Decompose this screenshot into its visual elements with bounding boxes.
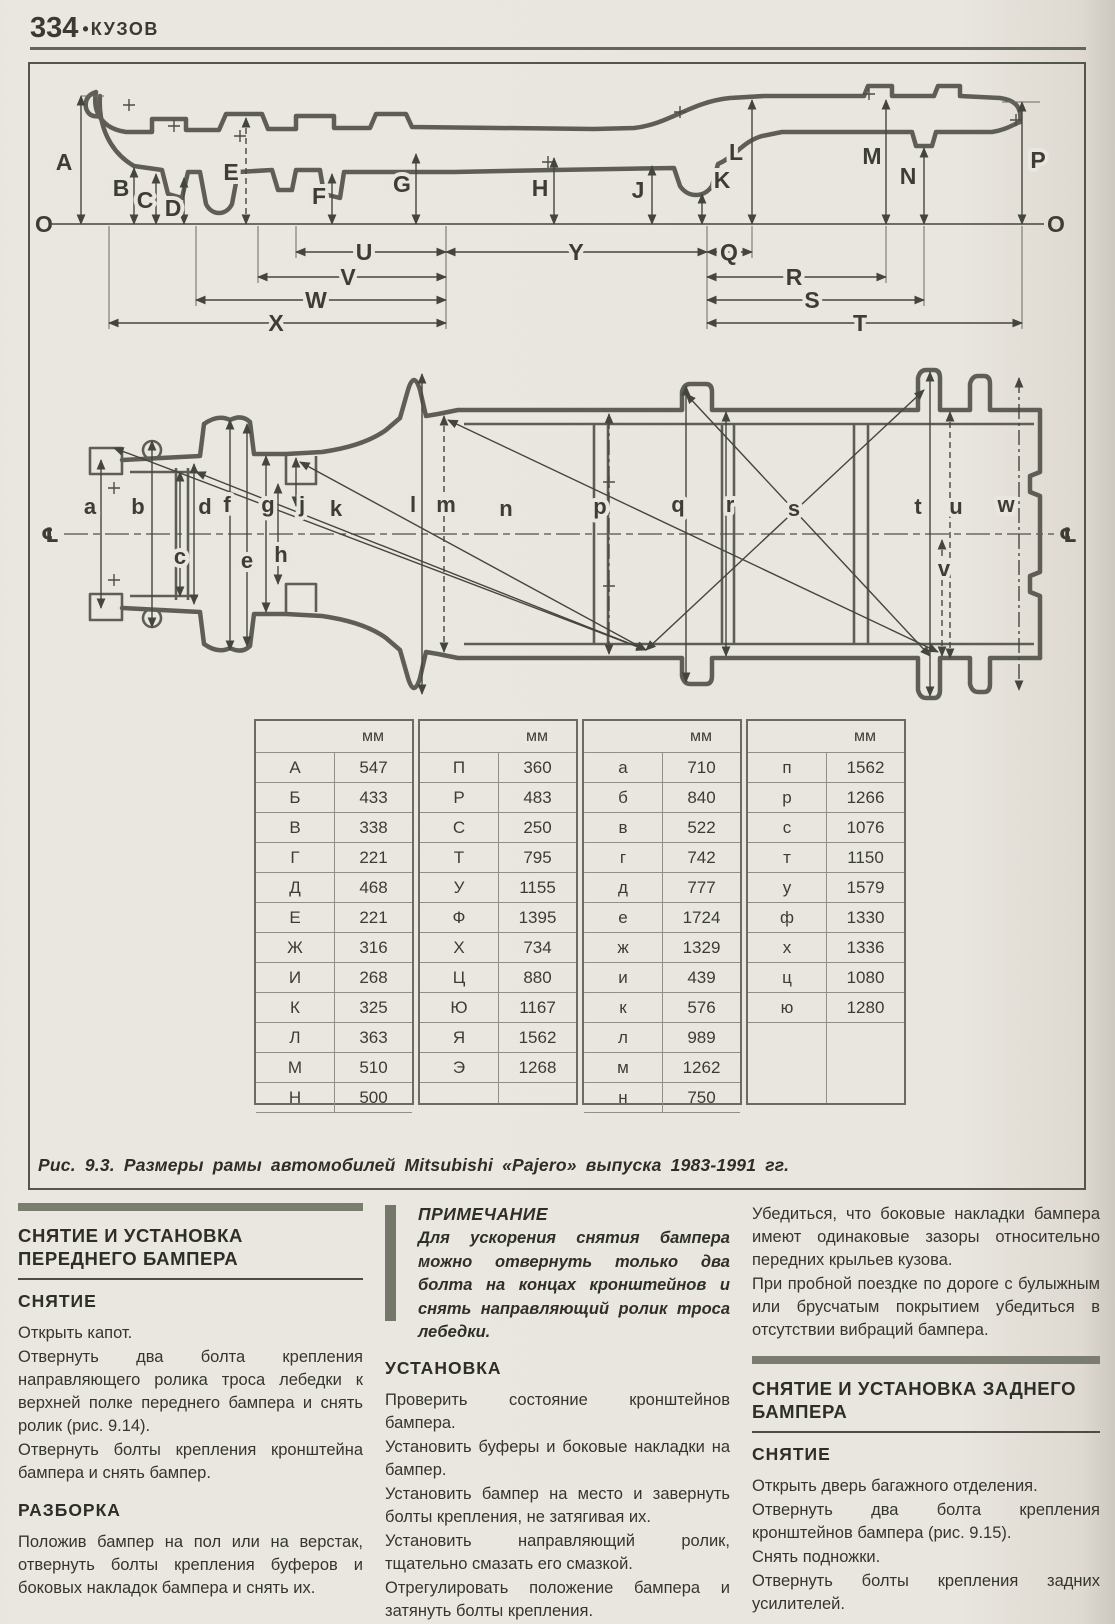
page-number: 334 xyxy=(30,12,79,44)
dim-value-cell: 1562 xyxy=(826,753,904,782)
dim-letter-cell: а xyxy=(618,757,628,777)
table-header xyxy=(748,721,904,752)
dim-letter-cell: ц xyxy=(782,967,792,987)
dim-value-cell: 363 xyxy=(334,1023,412,1052)
dim-value-cell: 1329 xyxy=(662,933,740,962)
dim-label-E: E xyxy=(223,159,239,185)
table-row xyxy=(256,932,412,962)
table-row xyxy=(420,782,576,812)
dim-letter-cell: х xyxy=(782,937,792,957)
table-row xyxy=(584,872,740,902)
dim-value-cell: 1336 xyxy=(826,933,904,962)
section-bar xyxy=(18,1203,363,1211)
table-row xyxy=(584,1082,740,1112)
dim-label-G: G xyxy=(393,171,411,197)
dim-label-J: J xyxy=(631,177,645,203)
dim-label-q: q xyxy=(671,492,685,517)
table-row xyxy=(584,812,740,842)
dim-value-cell: 1280 xyxy=(826,993,904,1022)
dimension-table xyxy=(254,719,906,1105)
dim-label-Q: Q xyxy=(720,239,738,265)
dim-value-cell: 433 xyxy=(334,783,412,812)
dim-label-A: A xyxy=(55,149,73,175)
dim-value-cell: 1330 xyxy=(826,903,904,932)
dim-value-cell: 500 xyxy=(334,1083,412,1112)
dim-label-X: X xyxy=(268,310,284,336)
dim-value-cell: 795 xyxy=(498,843,576,872)
instruction-paragraph: Положив бампер на пол или на верстак, отвернуть болты крепления буферов и боковых накладок бампера и снять их. xyxy=(18,1533,363,1597)
dim-value-cell: 734 xyxy=(498,933,576,962)
dim-value-cell: 742 xyxy=(662,843,740,872)
centerline-symbol-left: ℄ xyxy=(41,523,59,547)
dim-label-s: s xyxy=(787,496,801,521)
dim-letter-cell: д xyxy=(618,877,628,897)
unit-header: мм xyxy=(362,727,384,745)
dim-value-cell: 338 xyxy=(334,813,412,842)
table-row xyxy=(584,962,740,992)
dim-letter-cell: Х xyxy=(453,937,465,957)
instruction-paragraph: Отвернуть два болта крепления кронштейнов бампера (рис. 9.15). xyxy=(752,1501,1100,1542)
dim-letter-cell: п xyxy=(782,757,792,777)
dim-letter-cell: ю xyxy=(780,997,794,1017)
dim-value-cell: 522 xyxy=(662,813,740,842)
dim-label-j: j xyxy=(298,492,306,517)
datum-label-right: O xyxy=(1047,211,1065,237)
dim-value-cell: 221 xyxy=(334,903,412,932)
dim-letter-cell: с xyxy=(782,817,792,837)
table-group-2 xyxy=(418,719,578,1105)
dim-label-l: l xyxy=(409,492,417,517)
table-row xyxy=(420,872,576,902)
table-row xyxy=(256,902,412,932)
dim-value-cell: 840 xyxy=(662,783,740,812)
figure-9-3 xyxy=(28,62,1086,1190)
dim-label-N: N xyxy=(899,163,917,189)
dim-letter-cell: г xyxy=(619,847,627,867)
dim-label-c: c xyxy=(173,544,187,569)
dim-value-cell: 1579 xyxy=(826,873,904,902)
dim-letter-cell: т xyxy=(783,847,791,867)
dim-value-cell: 510 xyxy=(334,1053,412,1082)
side-horizontal-dimensions xyxy=(109,252,1022,323)
table-row xyxy=(748,782,904,812)
dim-letter-cell: В xyxy=(289,817,301,837)
dim-label-D: D xyxy=(164,195,182,221)
section-bar xyxy=(752,1356,1100,1364)
dim-letter-cell: Б xyxy=(289,787,301,807)
header-rule xyxy=(30,47,1086,50)
instruction-paragraph: Убедиться, что боковые накладки бампера имеют одинаковые зазоры относительно передних крыльев кузова. xyxy=(752,1205,1100,1269)
dim-value-cell: 1155 xyxy=(498,873,576,902)
dim-label-m: m xyxy=(436,492,456,517)
instruction-paragraph: Отвернуть болты крепления кронштейна бампера и снять бампер. xyxy=(18,1441,363,1482)
table-header xyxy=(256,721,412,752)
subsection-heading: СНЯТИЕ xyxy=(18,1291,97,1311)
note-bar xyxy=(385,1205,396,1321)
instruction-paragraph: Установить бампер на место и завернуть болты крепления, не затягивая их. xyxy=(385,1484,730,1526)
dim-value-cell: 221 xyxy=(334,843,412,872)
section-rule xyxy=(752,1431,1100,1433)
dim-label-e: e xyxy=(240,548,254,573)
table-row xyxy=(420,752,576,782)
table-header xyxy=(420,721,576,752)
dim-letter-cell: Я xyxy=(452,1027,466,1047)
dim-label-u: u xyxy=(949,494,963,519)
instruction-paragraph: Отрегулировать положение бампера и затянуть болты крепления. xyxy=(385,1578,730,1620)
dim-label-t: t xyxy=(914,494,922,519)
dim-label-T: T xyxy=(852,310,868,336)
dim-letter-cell: м xyxy=(617,1057,629,1077)
table-group-4 xyxy=(746,719,906,1105)
table-row xyxy=(748,752,904,782)
datum-label-left: O xyxy=(35,211,53,237)
dim-label-S: S xyxy=(804,287,820,313)
dim-label-C: C xyxy=(136,187,154,213)
dim-letter-cell: Р xyxy=(453,787,465,807)
dim-label-W: W xyxy=(305,287,327,313)
dim-label-k: k xyxy=(329,496,343,521)
table-filler xyxy=(584,1112,740,1113)
frame-plan-view-diagram xyxy=(34,362,1082,714)
instruction-paragraph: Установить буферы и боковые накладки на бампер. xyxy=(385,1437,730,1479)
header-bullet: • xyxy=(82,19,89,39)
table-row xyxy=(256,782,412,812)
note-block xyxy=(385,1203,730,1345)
dim-label-r: r xyxy=(725,492,735,517)
dim-label-a: a xyxy=(83,494,97,519)
centerline-symbol-right: ℄ xyxy=(1059,523,1077,547)
table-row xyxy=(420,962,576,992)
section-heading: СНЯТИЕ И УСТАНОВКА ЗАДНЕГО БАМПЕРА xyxy=(752,1378,1077,1422)
dim-letter-cell: и xyxy=(618,967,628,987)
dim-letter-cell: Н xyxy=(288,1087,302,1107)
dim-label-H: H xyxy=(531,175,549,201)
frame-side-view-diagram xyxy=(34,74,1082,349)
dim-letter-cell: Т xyxy=(453,847,465,867)
table-row xyxy=(748,872,904,902)
table-row xyxy=(584,752,740,782)
dim-value-cell: 1080 xyxy=(826,963,904,992)
instruction-paragraph: Снять подножки. xyxy=(752,1548,881,1566)
dim-letter-cell: Е xyxy=(289,907,301,927)
dim-letter-cell: к xyxy=(619,997,627,1017)
table-group-1 xyxy=(254,719,414,1105)
column-note-installation xyxy=(385,1203,730,1624)
table-row xyxy=(420,842,576,872)
unit-header: мм xyxy=(690,727,712,745)
unit-header: мм xyxy=(854,727,876,745)
dim-label-P: P xyxy=(1030,147,1046,173)
subsection-heading: РАЗБОРКА xyxy=(18,1500,121,1520)
table-row xyxy=(420,812,576,842)
dim-label-v: v xyxy=(937,556,951,581)
dim-letter-cell: И xyxy=(288,967,302,987)
dim-value-cell: 1262 xyxy=(662,1053,740,1082)
dim-value-cell: 1562 xyxy=(498,1023,576,1052)
instruction-paragraph: При пробной поездке по дороге с булыжным или брусчатым покрытием убедиться в отсутствии вибраций бампера. xyxy=(752,1275,1100,1339)
dim-value-cell: 750 xyxy=(662,1083,740,1112)
dim-label-B: B xyxy=(112,175,130,201)
dim-letter-cell: р xyxy=(782,787,792,807)
dim-value-cell: 710 xyxy=(662,753,740,782)
note-body: Для ускорения снятия бампера можно отвернуть только два болта на концах кронштейнов и снять направляющий ролик троса лебедки. xyxy=(418,1229,730,1341)
dim-label-h: h xyxy=(274,542,288,567)
table-row xyxy=(748,932,904,962)
dim-letter-cell: Л xyxy=(289,1027,301,1047)
instruction-paragraph: Открыть капот. xyxy=(18,1324,133,1342)
table-row xyxy=(584,1052,740,1082)
table-row xyxy=(748,812,904,842)
table-row xyxy=(748,962,904,992)
table-row xyxy=(256,812,412,842)
subsection-heading: СНЯТИЕ xyxy=(752,1444,831,1464)
table-row xyxy=(256,1022,412,1052)
dim-letter-cell: Ж xyxy=(287,937,303,957)
instruction-paragraph: Проверить состояние кронштейнов бампера. xyxy=(385,1390,730,1432)
table-row xyxy=(420,1022,576,1052)
dim-letter-cell: Г xyxy=(290,847,300,867)
dim-value-cell: 1150 xyxy=(826,843,904,872)
table-row xyxy=(420,1052,576,1082)
dim-value-cell: 547 xyxy=(334,753,412,782)
dim-value-cell: 268 xyxy=(334,963,412,992)
instruction-paragraph: Отвернуть болты крепления задних усилителей. xyxy=(752,1572,1100,1613)
dim-value-cell: 360 xyxy=(498,753,576,782)
dim-letter-cell: Э xyxy=(452,1057,466,1077)
dim-value-cell: 1076 xyxy=(826,813,904,842)
dim-letter-cell: Ц xyxy=(452,967,466,987)
dim-label-R: R xyxy=(785,264,803,290)
instruction-paragraph: Отвернуть два болта крепления направляющего ролика троса лебедки к верхней полке переднего бампера и снять ролик (рис. 9.14). xyxy=(18,1348,363,1435)
dim-value-cell: 989 xyxy=(662,1023,740,1052)
dim-label-K: K xyxy=(713,167,731,193)
table-row xyxy=(420,992,576,1022)
dim-value-cell: 468 xyxy=(334,873,412,902)
instruction-paragraph: Установить направляющий ролик, тщательно смазать его смазкой. xyxy=(385,1531,730,1573)
dim-letter-cell: у xyxy=(782,877,792,897)
dim-letter-cell: ж xyxy=(617,937,629,957)
dim-label-M: M xyxy=(862,143,882,169)
dim-letter-cell: л xyxy=(618,1027,628,1047)
frame-upper-rail xyxy=(86,86,1021,132)
dim-letter-cell: М xyxy=(287,1057,303,1077)
dim-value-cell: 250 xyxy=(498,813,576,842)
dim-letter-cell: ф xyxy=(780,907,794,927)
subsection-heading: УСТАНОВКА xyxy=(385,1357,502,1378)
chapter-title: КУЗОВ xyxy=(90,19,159,39)
dim-value-cell: 316 xyxy=(334,933,412,962)
table-row xyxy=(584,1022,740,1052)
dim-label-p: p xyxy=(593,494,607,519)
dim-label-F: F xyxy=(311,183,327,209)
dim-value-cell: 1395 xyxy=(498,903,576,932)
dim-label-f: f xyxy=(223,492,231,517)
dim-value-cell: 325 xyxy=(334,993,412,1022)
dim-label-L: L xyxy=(728,139,744,165)
section-rule xyxy=(18,1278,363,1280)
table-row xyxy=(420,932,576,962)
dim-letter-cell: П xyxy=(452,757,466,777)
table-row xyxy=(748,992,904,1022)
dim-value-cell: 777 xyxy=(662,873,740,902)
table-row xyxy=(420,902,576,932)
dim-letter-cell: Д xyxy=(289,877,301,897)
table-filler xyxy=(420,1082,576,1103)
dim-label-V: V xyxy=(340,264,356,290)
dim-label-Y: Y xyxy=(568,239,584,265)
diagonal-dimensions xyxy=(114,390,938,656)
dim-letter-cell: К xyxy=(290,997,300,1017)
table-row xyxy=(256,752,412,782)
dim-letter-cell: Ю xyxy=(450,997,468,1017)
table-row xyxy=(256,962,412,992)
table-group-3 xyxy=(582,719,742,1105)
dim-letter-cell: б xyxy=(618,787,628,807)
table-row xyxy=(256,1052,412,1082)
table-row xyxy=(256,992,412,1022)
dim-value-cell: 576 xyxy=(662,993,740,1022)
dim-value-cell: 1266 xyxy=(826,783,904,812)
dim-letter-cell: С xyxy=(452,817,466,837)
dim-label-n: n xyxy=(499,496,513,521)
dim-letter-cell: в xyxy=(618,817,628,837)
table-row xyxy=(584,842,740,872)
dim-value-cell: 483 xyxy=(498,783,576,812)
table-row xyxy=(748,902,904,932)
table-row xyxy=(256,872,412,902)
unit-header: мм xyxy=(526,727,548,745)
section-heading: СНЯТИЕ И УСТАНОВКА ПЕРЕДНЕГО БАМПЕРА xyxy=(18,1225,243,1269)
note-title: ПРИМЕЧАНИЕ xyxy=(418,1204,549,1224)
dim-letter-cell: Ф xyxy=(452,907,466,927)
table-header xyxy=(584,721,740,752)
dim-letter-cell: А xyxy=(289,757,301,777)
dim-letter-cell: н xyxy=(618,1087,628,1107)
dim-letter-cell: е xyxy=(618,907,628,927)
table-row xyxy=(584,932,740,962)
table-filler xyxy=(748,1022,904,1103)
column-rear-bumper xyxy=(752,1203,1100,1617)
dim-value-cell: 880 xyxy=(498,963,576,992)
figure-caption: Рис. 9.3. Размеры рамы автомобилей Mitsubishi «Pajero» выпуска 1983-1991 гг. xyxy=(38,1155,790,1175)
dim-letter-cell: У xyxy=(453,877,465,897)
dim-label-d: d xyxy=(198,494,212,519)
dim-value-cell: 1268 xyxy=(498,1053,576,1082)
column-front-bumper xyxy=(18,1203,363,1601)
table-row xyxy=(584,902,740,932)
instruction-paragraph: Открыть дверь багажного отделения. xyxy=(752,1477,1038,1495)
dim-label-b: b xyxy=(131,494,145,519)
table-row xyxy=(584,782,740,812)
table-row xyxy=(256,842,412,872)
table-row xyxy=(256,1082,412,1112)
dim-label-g: g xyxy=(261,492,275,517)
dim-value-cell: 1724 xyxy=(662,903,740,932)
dim-label-U: U xyxy=(355,239,373,265)
table-row xyxy=(748,842,904,872)
dim-label-w: w xyxy=(997,492,1015,517)
dim-value-cell: 439 xyxy=(662,963,740,992)
table-filler xyxy=(256,1112,412,1113)
dim-value-cell: 1167 xyxy=(498,993,576,1022)
page-header xyxy=(30,12,1086,45)
table-row xyxy=(584,992,740,1022)
